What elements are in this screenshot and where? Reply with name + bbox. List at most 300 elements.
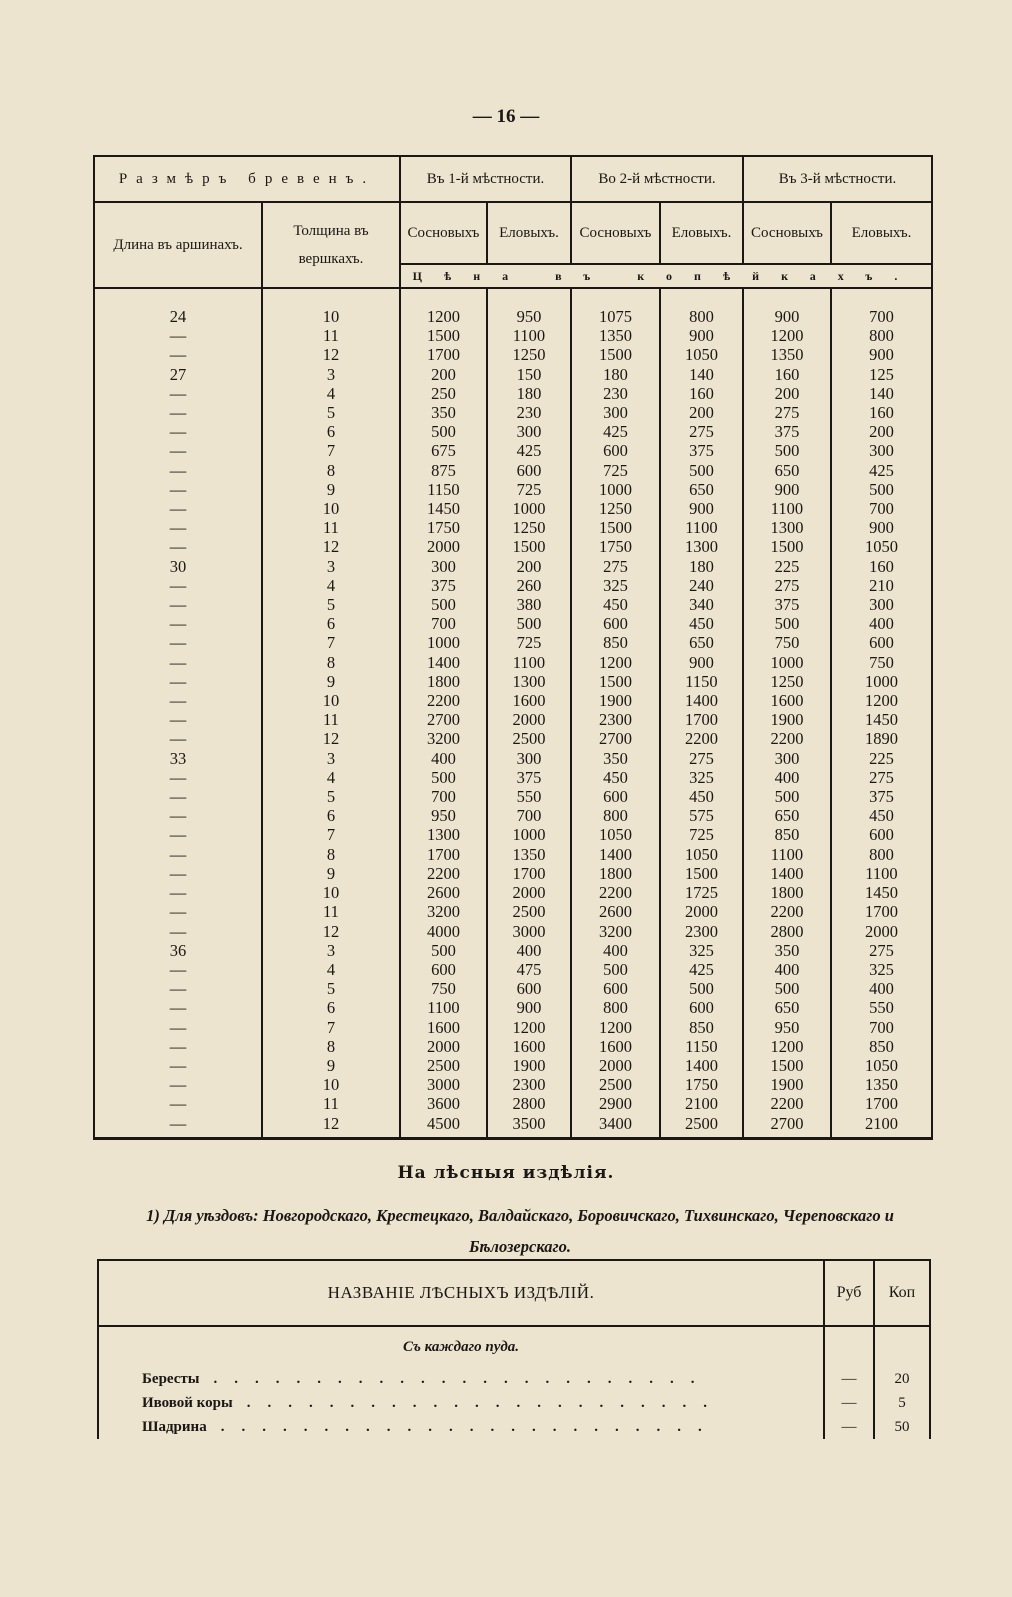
pine-price-3: 200: [743, 384, 831, 403]
pine-price-1: 500: [400, 768, 487, 787]
table-row: [94, 922, 932, 941]
pine-price-2: 300: [571, 403, 660, 422]
spruce-price-1: 200: [487, 557, 571, 576]
table-row: [94, 672, 932, 691]
thickness-cell: 6: [262, 614, 400, 633]
table-row: [94, 845, 932, 864]
pine-price-1: 1200: [400, 288, 487, 326]
wood-products-rows: [98, 1326, 930, 1439]
pine-price-3: 650: [743, 461, 831, 480]
table-row: [94, 1056, 932, 1075]
spruce-price-2: 1050: [660, 845, 743, 864]
spruce-price-1: 1600: [487, 691, 571, 710]
spruce-price-1: 1100: [487, 653, 571, 672]
spruce-price-2: 275: [660, 422, 743, 441]
spruce-price-3: 325: [831, 960, 932, 979]
spruce-price-2: 1100: [660, 518, 743, 537]
header-thickness: Толщина въ вершкахъ.: [262, 202, 400, 288]
spruce-price-2: 450: [660, 787, 743, 806]
thickness-cell: 4: [262, 384, 400, 403]
thickness-cell: 4: [262, 768, 400, 787]
table-row: [94, 902, 932, 921]
thickness-cell: 9: [262, 1056, 400, 1075]
thickness-cell: 11: [262, 1094, 400, 1113]
thickness-cell: 9: [262, 672, 400, 691]
spruce-price-2: 900: [660, 653, 743, 672]
spruce-price-2: 575: [660, 806, 743, 825]
pine-price-1: 750: [400, 979, 487, 998]
wood-products-table: [97, 1259, 931, 1439]
table-row: [94, 461, 932, 480]
length-cell: —: [94, 845, 262, 864]
spruce-price-1: 1000: [487, 499, 571, 518]
length-cell: —: [94, 653, 262, 672]
pine-price-2: 3400: [571, 1114, 660, 1139]
spruce-price-2: 140: [660, 365, 743, 384]
spruce-price-1: 380: [487, 595, 571, 614]
pine-price-3: 850: [743, 825, 831, 844]
thickness-cell: 10: [262, 883, 400, 902]
length-cell: —: [94, 576, 262, 595]
spruce-price-1: 2000: [487, 710, 571, 729]
table-row: [94, 1114, 932, 1139]
product-name-text: Шадрина: [142, 1418, 207, 1435]
spruce-price-2: 1300: [660, 537, 743, 556]
spruce-price-2: 2500: [660, 1114, 743, 1139]
pine-price-3: 300: [743, 749, 831, 768]
thickness-cell: 7: [262, 441, 400, 460]
pine-price-1: 1400: [400, 653, 487, 672]
pine-price-3: 275: [743, 576, 831, 595]
pine-price-1: 500: [400, 941, 487, 960]
spruce-price-3: 850: [831, 1037, 932, 1056]
empty-cell: [874, 1326, 930, 1367]
table-row: [94, 384, 932, 403]
pine-price-2: 2600: [571, 902, 660, 921]
spruce-price-3: 1700: [831, 902, 932, 921]
table-row: [94, 326, 932, 345]
spruce-price-2: 425: [660, 960, 743, 979]
pine-price-2: 180: [571, 365, 660, 384]
thickness-cell: 12: [262, 729, 400, 748]
pine-price-1: 1700: [400, 345, 487, 364]
pine-price-2: 1050: [571, 825, 660, 844]
pine-price-2: 3200: [571, 922, 660, 941]
pine-price-1: 1300: [400, 825, 487, 844]
pine-price-2: 1400: [571, 845, 660, 864]
pine-price-1: 2500: [400, 1056, 487, 1075]
pine-price-3: 400: [743, 960, 831, 979]
spruce-price-1: 3000: [487, 922, 571, 941]
header-spruce-1: Еловыхъ.: [487, 202, 571, 264]
pine-price-2: 425: [571, 422, 660, 441]
district-note: 1) Для уѣздовъ: Новгородскаго, Крестецкаго, Валдайскаго, Боровичскаго, Тихвинскаго, Череповскаго и Бѣлозерскаго.: [146, 1206, 894, 1256]
pine-price-2: 800: [571, 998, 660, 1017]
spruce-price-2: 800: [660, 288, 743, 326]
length-cell: —: [94, 1094, 262, 1113]
pine-price-2: 350: [571, 749, 660, 768]
length-cell: —: [94, 710, 262, 729]
table-row: [94, 576, 932, 595]
header-rub: Руб: [824, 1260, 874, 1326]
length-cell: —: [94, 461, 262, 480]
table-row: [94, 1018, 932, 1037]
product-rub: —: [824, 1415, 874, 1439]
spruce-price-3: 1100: [831, 864, 932, 883]
spruce-price-1: 1000: [487, 825, 571, 844]
pine-price-1: 700: [400, 787, 487, 806]
spruce-price-2: 325: [660, 768, 743, 787]
spruce-price-3: 210: [831, 576, 932, 595]
pine-price-3: 750: [743, 633, 831, 652]
product-name: [98, 1367, 824, 1391]
spruce-price-2: 650: [660, 480, 743, 499]
spruce-price-1: 2000: [487, 883, 571, 902]
thickness-cell: 6: [262, 422, 400, 441]
spruce-price-3: 900: [831, 518, 932, 537]
thickness-cell: 3: [262, 941, 400, 960]
spruce-price-1: 2500: [487, 902, 571, 921]
pine-price-3: 950: [743, 1018, 831, 1037]
thickness-cell: 7: [262, 825, 400, 844]
pine-price-1: 1000: [400, 633, 487, 652]
spruce-price-2: 450: [660, 614, 743, 633]
spruce-price-2: 2100: [660, 1094, 743, 1113]
thickness-cell: 4: [262, 960, 400, 979]
thickness-cell: 8: [262, 845, 400, 864]
product-rub: —: [824, 1391, 874, 1415]
pine-price-3: 650: [743, 806, 831, 825]
spruce-price-3: 300: [831, 441, 932, 460]
spruce-price-3: 500: [831, 480, 932, 499]
table-row: [94, 960, 932, 979]
product-name: [98, 1415, 824, 1439]
spruce-price-1: 2300: [487, 1075, 571, 1094]
spruce-price-1: 900: [487, 998, 571, 1017]
spruce-price-3: 700: [831, 1018, 932, 1037]
pine-price-3: 1350: [743, 345, 831, 364]
pine-price-1: 950: [400, 806, 487, 825]
thickness-cell: 5: [262, 787, 400, 806]
spruce-price-2: 2300: [660, 922, 743, 941]
spruce-price-1: 1700: [487, 864, 571, 883]
pine-price-2: 1900: [571, 691, 660, 710]
pine-price-1: 2700: [400, 710, 487, 729]
thickness-cell: 3: [262, 365, 400, 384]
header-length: Длина въ аршинахъ.: [94, 202, 262, 288]
thickness-cell: 6: [262, 806, 400, 825]
pine-price-2: 450: [571, 595, 660, 614]
pine-price-2: 1200: [571, 1018, 660, 1037]
header-spruce-3: Еловыхъ.: [831, 202, 932, 264]
length-cell: —: [94, 691, 262, 710]
thickness-cell: 5: [262, 979, 400, 998]
spruce-price-2: 340: [660, 595, 743, 614]
pine-price-1: 2000: [400, 537, 487, 556]
pine-price-2: 1750: [571, 537, 660, 556]
spruce-price-1: 600: [487, 979, 571, 998]
pine-price-2: 600: [571, 979, 660, 998]
table-row: [94, 1075, 932, 1094]
spruce-price-3: 550: [831, 998, 932, 1017]
length-cell: —: [94, 326, 262, 345]
table-row: [94, 499, 932, 518]
header-locality-2: Во 2-й мѣстности.: [571, 156, 743, 202]
length-cell: —: [94, 1037, 262, 1056]
table-row: [94, 595, 932, 614]
pine-price-2: 1500: [571, 345, 660, 364]
pine-price-3: 1400: [743, 864, 831, 883]
spruce-price-2: 2200: [660, 729, 743, 748]
thickness-cell: 11: [262, 326, 400, 345]
pine-price-1: 1450: [400, 499, 487, 518]
pine-price-1: 350: [400, 403, 487, 422]
pine-price-3: 900: [743, 288, 831, 326]
spruce-price-1: 700: [487, 806, 571, 825]
header-pine-2: Сосновыхъ: [571, 202, 660, 264]
spruce-price-2: 240: [660, 576, 743, 595]
spruce-price-3: 600: [831, 825, 932, 844]
pine-price-1: 875: [400, 461, 487, 480]
spruce-price-2: 275: [660, 749, 743, 768]
pine-price-2: 230: [571, 384, 660, 403]
pine-price-2: 1500: [571, 672, 660, 691]
table-row: [94, 365, 932, 384]
pine-price-2: 1500: [571, 518, 660, 537]
spruce-price-2: 850: [660, 1018, 743, 1037]
table-row: [94, 979, 932, 998]
header-locality-3: Въ 3-й мѣстности.: [743, 156, 932, 202]
pine-price-3: 1000: [743, 653, 831, 672]
table-row: [94, 537, 932, 556]
header-spruce-2: Еловыхъ.: [660, 202, 743, 264]
empty-cell: [824, 1326, 874, 1367]
pine-price-1: 1100: [400, 998, 487, 1017]
pine-price-3: 500: [743, 787, 831, 806]
table-row: [94, 288, 932, 326]
spruce-price-1: 550: [487, 787, 571, 806]
pine-price-1: 1750: [400, 518, 487, 537]
table-row: [94, 422, 932, 441]
pine-price-3: 400: [743, 768, 831, 787]
thickness-cell: 11: [262, 902, 400, 921]
thickness-cell: 3: [262, 749, 400, 768]
spruce-price-2: 900: [660, 326, 743, 345]
pine-price-3: 225: [743, 557, 831, 576]
spruce-price-1: 500: [487, 614, 571, 633]
table-row: [94, 633, 932, 652]
list-item: [98, 1415, 930, 1439]
thickness-cell: 11: [262, 518, 400, 537]
spruce-price-3: 160: [831, 403, 932, 422]
pine-price-1: 1800: [400, 672, 487, 691]
product-name: [98, 1391, 824, 1415]
pine-price-2: 1200: [571, 653, 660, 672]
pine-price-2: 2200: [571, 883, 660, 902]
pine-price-2: 600: [571, 787, 660, 806]
spruce-price-1: 1250: [487, 518, 571, 537]
spruce-price-3: 1350: [831, 1075, 932, 1094]
pine-price-2: 1250: [571, 499, 660, 518]
spruce-price-3: 1000: [831, 672, 932, 691]
spruce-price-3: 700: [831, 288, 932, 326]
length-cell: —: [94, 825, 262, 844]
table-row: [94, 864, 932, 883]
pine-price-3: 1100: [743, 499, 831, 518]
table-row: [94, 825, 932, 844]
spruce-price-2: 500: [660, 979, 743, 998]
length-cell: —: [94, 768, 262, 787]
length-cell: —: [94, 960, 262, 979]
spruce-price-3: 140: [831, 384, 932, 403]
length-cell: —: [94, 441, 262, 460]
length-cell: —: [94, 384, 262, 403]
length-cell: 24: [94, 288, 262, 326]
pine-price-1: 600: [400, 960, 487, 979]
pine-price-2: 1800: [571, 864, 660, 883]
spruce-price-3: 425: [831, 461, 932, 480]
spruce-price-3: 1450: [831, 883, 932, 902]
spruce-price-2: 650: [660, 633, 743, 652]
pine-price-3: 1250: [743, 672, 831, 691]
spruce-price-1: 1250: [487, 345, 571, 364]
table-row: [94, 403, 932, 422]
length-cell: —: [94, 1075, 262, 1094]
table-row: [94, 941, 932, 960]
spruce-price-1: 725: [487, 633, 571, 652]
length-cell: —: [94, 787, 262, 806]
pine-price-3: 1900: [743, 1075, 831, 1094]
length-cell: —: [94, 633, 262, 652]
spruce-price-1: 260: [487, 576, 571, 595]
section-title: На лѣсныя издѣлія.: [397, 1163, 615, 1183]
table-row: [94, 1094, 932, 1113]
pine-price-3: 650: [743, 998, 831, 1017]
length-cell: 36: [94, 941, 262, 960]
spruce-price-1: 425: [487, 441, 571, 460]
thickness-cell: 10: [262, 691, 400, 710]
spruce-price-3: 900: [831, 345, 932, 364]
length-cell: 33: [94, 749, 262, 768]
log-price-table: [93, 155, 933, 1140]
pine-price-1: 3000: [400, 1075, 487, 1094]
length-cell: —: [94, 518, 262, 537]
product-kop: 50: [874, 1415, 930, 1439]
thickness-cell: 7: [262, 1018, 400, 1037]
spruce-price-3: 200: [831, 422, 932, 441]
pine-price-1: 3200: [400, 729, 487, 748]
spruce-price-3: 1890: [831, 729, 932, 748]
pine-price-2: 400: [571, 941, 660, 960]
header-pine-1: Сосновыхъ: [400, 202, 487, 264]
pine-price-3: 275: [743, 403, 831, 422]
pine-price-1: 675: [400, 441, 487, 460]
pine-price-1: 4500: [400, 1114, 487, 1139]
pine-price-1: 4000: [400, 922, 487, 941]
pine-price-3: 2200: [743, 729, 831, 748]
pine-price-1: 2000: [400, 1037, 487, 1056]
pine-price-2: 600: [571, 614, 660, 633]
spruce-price-1: 300: [487, 422, 571, 441]
pine-price-3: 1200: [743, 1037, 831, 1056]
length-cell: —: [94, 537, 262, 556]
pine-price-2: 1000: [571, 480, 660, 499]
spruce-price-1: 2500: [487, 729, 571, 748]
product-name-text: Бересты: [142, 1370, 200, 1387]
table-row: [94, 768, 932, 787]
thickness-cell: 8: [262, 461, 400, 480]
spruce-price-3: 800: [831, 326, 932, 345]
log-price-rows: [94, 288, 932, 1138]
pine-price-2: 850: [571, 633, 660, 652]
spruce-price-3: 2100: [831, 1114, 932, 1139]
spruce-price-1: 150: [487, 365, 571, 384]
table-row: [94, 345, 932, 364]
spruce-price-2: 1400: [660, 1056, 743, 1075]
pine-price-3: 1600: [743, 691, 831, 710]
pine-price-2: 500: [571, 960, 660, 979]
length-cell: —: [94, 864, 262, 883]
spruce-price-3: 400: [831, 979, 932, 998]
spruce-price-2: 2000: [660, 902, 743, 921]
spruce-price-1: 1500: [487, 537, 571, 556]
page-number: — 16 —: [472, 106, 540, 127]
spruce-price-1: 1350: [487, 845, 571, 864]
length-cell: —: [94, 902, 262, 921]
pine-price-3: 2700: [743, 1114, 831, 1139]
spruce-price-2: 1500: [660, 864, 743, 883]
table-row: [94, 787, 932, 806]
length-cell: —: [94, 403, 262, 422]
spruce-price-1: 1100: [487, 326, 571, 345]
pine-price-1: 2600: [400, 883, 487, 902]
pine-price-3: 1900: [743, 710, 831, 729]
spruce-price-3: 125: [831, 365, 932, 384]
header-pine-3: Сосновыхъ: [743, 202, 831, 264]
pine-price-1: 200: [400, 365, 487, 384]
list-item: [98, 1391, 930, 1415]
spruce-price-2: 1750: [660, 1075, 743, 1094]
spruce-price-2: 1050: [660, 345, 743, 364]
header-product-name: НАЗВАНІЕ ЛѢСНЫХЪ ИЗДѢЛІЙ.: [98, 1260, 824, 1326]
length-cell: —: [94, 998, 262, 1017]
pine-price-3: 1800: [743, 883, 831, 902]
length-cell: —: [94, 480, 262, 499]
pine-price-1: 2200: [400, 864, 487, 883]
table-row: [94, 441, 932, 460]
length-cell: —: [94, 499, 262, 518]
pine-price-1: 1150: [400, 480, 487, 499]
pine-price-3: 500: [743, 441, 831, 460]
thickness-cell: 12: [262, 345, 400, 364]
pine-price-3: 900: [743, 480, 831, 499]
table-row: [94, 653, 932, 672]
spruce-price-1: 600: [487, 461, 571, 480]
length-cell: —: [94, 595, 262, 614]
pine-price-3: 500: [743, 614, 831, 633]
table-row: [94, 998, 932, 1017]
thickness-cell: 9: [262, 480, 400, 499]
pine-price-3: 2200: [743, 902, 831, 921]
spruce-price-2: 500: [660, 461, 743, 480]
spruce-price-1: 2800: [487, 1094, 571, 1113]
spruce-price-1: 230: [487, 403, 571, 422]
pine-price-1: 1700: [400, 845, 487, 864]
pine-price-1: 500: [400, 595, 487, 614]
table-row: [94, 729, 932, 748]
spruce-price-3: 225: [831, 749, 932, 768]
thickness-cell: 10: [262, 1075, 400, 1094]
